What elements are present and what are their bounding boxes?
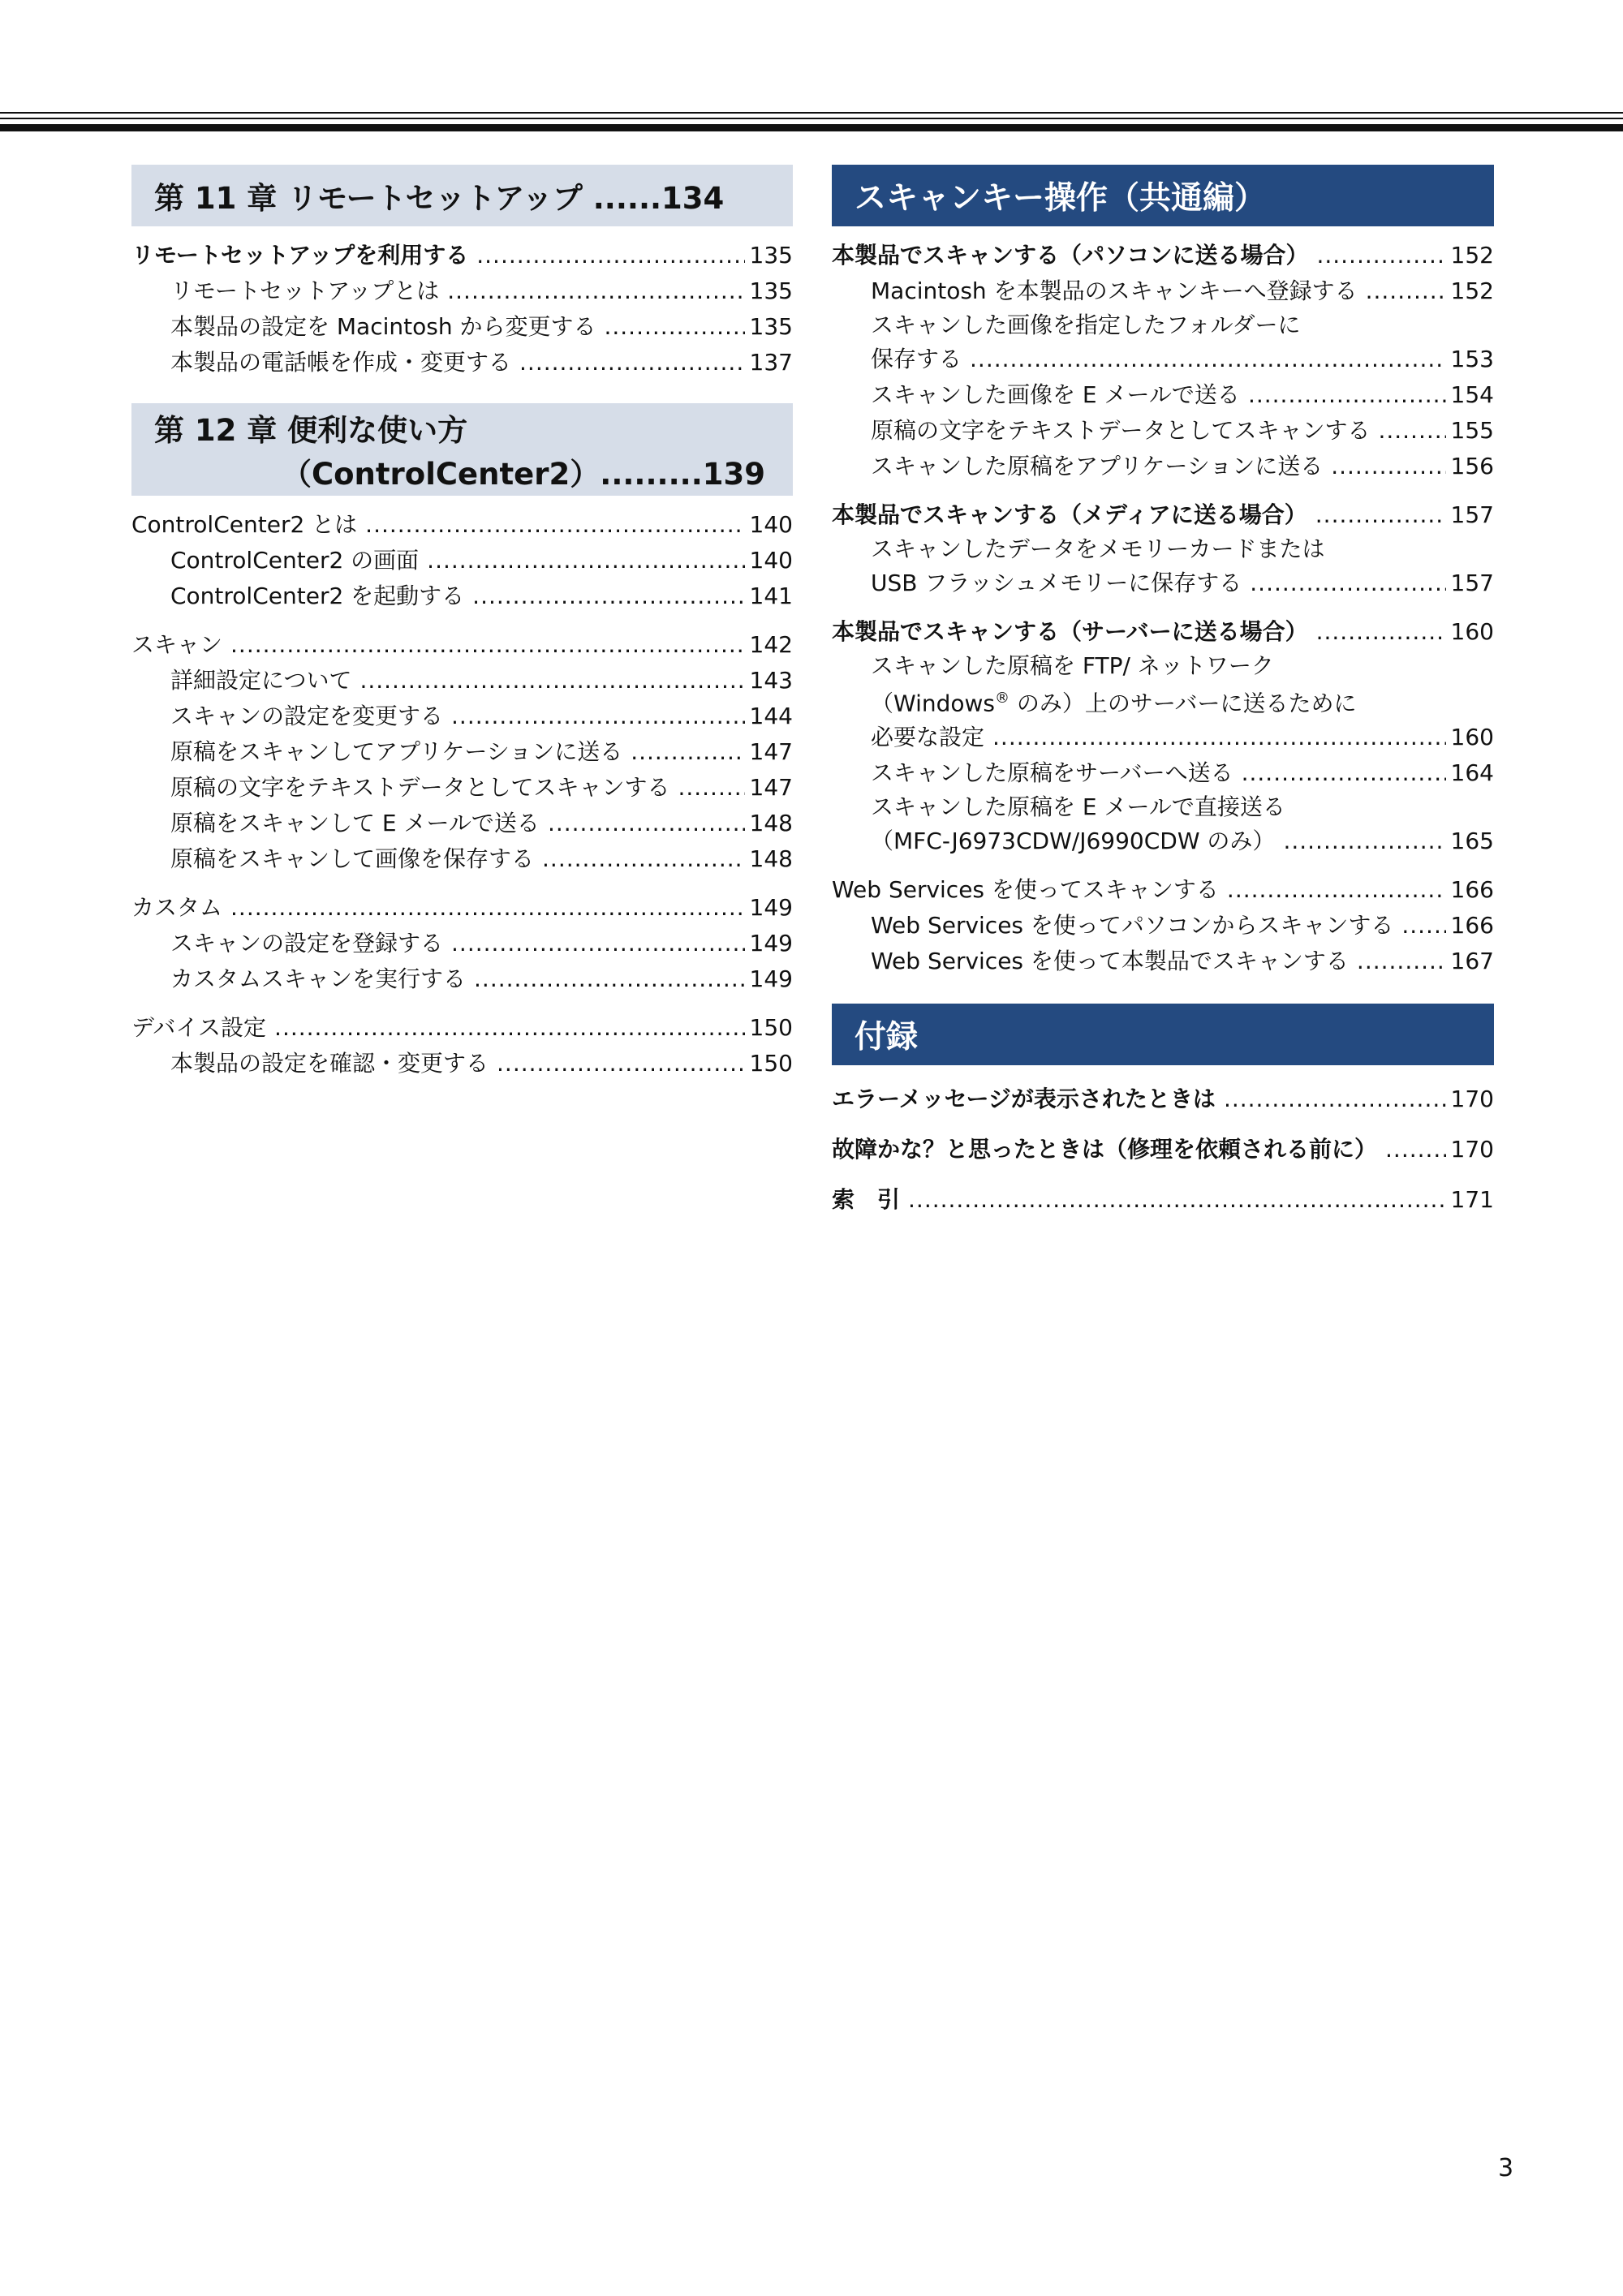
toc-entry[interactable]: 本製品の設定を Macintosh から変更する ..... 135 xyxy=(131,309,793,345)
toc-entry-continued[interactable]: スキャンしたデータをメモリーカードまたは xyxy=(871,535,1325,562)
scan-entries xyxy=(131,627,793,877)
chapter-11-title: 第 11 章 リモートセットアップ ......134 xyxy=(154,181,725,216)
toc-entry-continued[interactable]: スキャンした原稿を E メールで直接送る xyxy=(871,793,1285,821)
toc-entry[interactable]: スキャンした原稿をアプリケーションに送る ..... 156 xyxy=(832,449,1494,484)
scan-to-pc-entries xyxy=(832,238,1494,484)
chapter-12-title-line2: （ControlCenter2）.........139 xyxy=(281,457,765,492)
scankey-banner xyxy=(832,165,1494,226)
device-settings-entries xyxy=(131,1010,793,1081)
toc-entry[interactable]: ControlCenter2 を起動する ..... 141 xyxy=(131,578,793,614)
header-rule-thin-1 xyxy=(0,112,1623,114)
toc-entry[interactable]: 故障かな？と思ったときは（修理を依頼される前に） ..... 170 xyxy=(832,1132,1494,1167)
toc-entry-continued[interactable]: スキャンした画像を指定したフォルダーに xyxy=(871,312,1301,338)
toc-entry[interactable]: 本製品の設定を確認・変更する ..... 150 xyxy=(131,1046,793,1081)
toc-entry[interactable]: スキャンした原稿をサーバーへ送る ..... 164 xyxy=(832,755,1494,791)
toc-entry[interactable]: スキャンの設定を変更する ..... 144 xyxy=(131,699,793,734)
scan-to-server-entries xyxy=(832,614,1494,859)
appendix-entries xyxy=(832,1081,1494,1218)
toc-entry[interactable]: ControlCenter2 とは ..... 140 xyxy=(131,507,793,543)
toc-entry[interactable]: Web Services を使って本製品でスキャンする ..... 167 xyxy=(832,944,1494,979)
toc-entry[interactable]: ControlCenter2 の画面 ..... 140 xyxy=(131,543,793,578)
toc-entry[interactable]: Web Services を使ってパソコンからスキャンする ..... 166 xyxy=(832,908,1494,944)
toc-entry[interactable]: （MFC-J6973CDW/J6990CDW のみ） ..... 165 xyxy=(832,823,1494,859)
toc-entry[interactable]: Web Services を使ってスキャンする ..... 166 xyxy=(832,872,1494,908)
toc-entry[interactable]: 本製品でスキャンする（サーバーに送る場合） ..... 160 xyxy=(832,614,1494,650)
toc-entry[interactable]: カスタム ..... 149 xyxy=(131,890,793,926)
chapter-12-title-line1: 第 12 章 便利な使い方 xyxy=(154,413,468,448)
scan-to-media-entries xyxy=(832,497,1494,601)
chapter-11-banner xyxy=(131,165,793,226)
toc-entry[interactable]: 原稿の文字をテキストデータとしてスキャンする ..... 155 xyxy=(832,413,1494,449)
web-services-entries xyxy=(832,872,1494,979)
toc-entry[interactable]: Macintosh を本製品のスキャンキーへ登録する ..... 152 xyxy=(832,273,1494,309)
toc-entry[interactable]: デバイス設定 ..... 150 xyxy=(131,1010,793,1046)
page-number: 3 xyxy=(1498,2154,1514,2182)
toc-entry[interactable]: 原稿の文字をテキストデータとしてスキャンする ..... 147 xyxy=(131,770,793,806)
toc-entry[interactable]: リモートセットアップとは ..... 135 xyxy=(131,273,793,309)
header-rule-thick xyxy=(0,124,1623,131)
header-rule-thin-2 xyxy=(0,118,1623,119)
toc-entry[interactable]: USB フラッシュメモリーに保存する ..... 157 xyxy=(832,565,1494,601)
toc-entry[interactable]: スキャン ..... 142 xyxy=(131,627,793,663)
toc-entry[interactable]: 本製品でスキャンする（メディアに送る場合） ..... 157 xyxy=(832,497,1494,533)
toc-right-column xyxy=(832,165,1494,1218)
toc-entry[interactable]: 原稿をスキャンして画像を保存する ..... 148 xyxy=(131,841,793,877)
toc-entry[interactable]: 索 引 ..... 171 xyxy=(832,1182,1494,1218)
scankey-title: スキャンキー操作（共通編） xyxy=(855,180,1267,217)
toc-entry[interactable]: 必要な設定 ..... 160 xyxy=(832,720,1494,755)
toc-entry[interactable]: スキャンした画像を E メールで送る ..... 154 xyxy=(832,377,1494,413)
toc-entry[interactable]: カスタムスキャンを実行する ..... 149 xyxy=(131,961,793,997)
controlcenter2-entries xyxy=(131,507,793,614)
toc-entry[interactable]: エラーメッセージが表示されたときは ..... 170 xyxy=(832,1081,1494,1117)
toc-entry[interactable]: リモートセットアップを利用する ..... 135 xyxy=(131,238,793,273)
toc-entry-continued[interactable]: （Windows® のみ）上のサーバーに送るために xyxy=(871,690,1357,717)
appendix-title: 付録 xyxy=(855,1019,919,1056)
toc-entry[interactable]: 原稿をスキャンしてアプリケーションに送る ..... 147 xyxy=(131,734,793,770)
appendix-banner xyxy=(832,1004,1494,1065)
custom-entries xyxy=(131,890,793,997)
toc-entry[interactable]: 本製品の電話帳を作成・変更する ..... 137 xyxy=(131,345,793,381)
chapter-12-banner xyxy=(131,403,793,496)
toc-entry[interactable]: 詳細設定について ..... 143 xyxy=(131,663,793,699)
toc-entry[interactable]: 原稿をスキャンして E メールで送る ..... 148 xyxy=(131,806,793,841)
toc-entry[interactable]: 保存する ..... 153 xyxy=(832,342,1494,377)
toc-entry[interactable]: スキャンの設定を登録する ..... 149 xyxy=(131,926,793,961)
toc-left-column xyxy=(131,165,793,1081)
chapter-11-entries xyxy=(131,238,793,381)
toc-entry-continued[interactable]: スキャンした原稿を FTP/ ネットワーク xyxy=(871,652,1274,679)
toc-entry[interactable]: 本製品でスキャンする（パソコンに送る場合） ..... 152 xyxy=(832,238,1494,273)
